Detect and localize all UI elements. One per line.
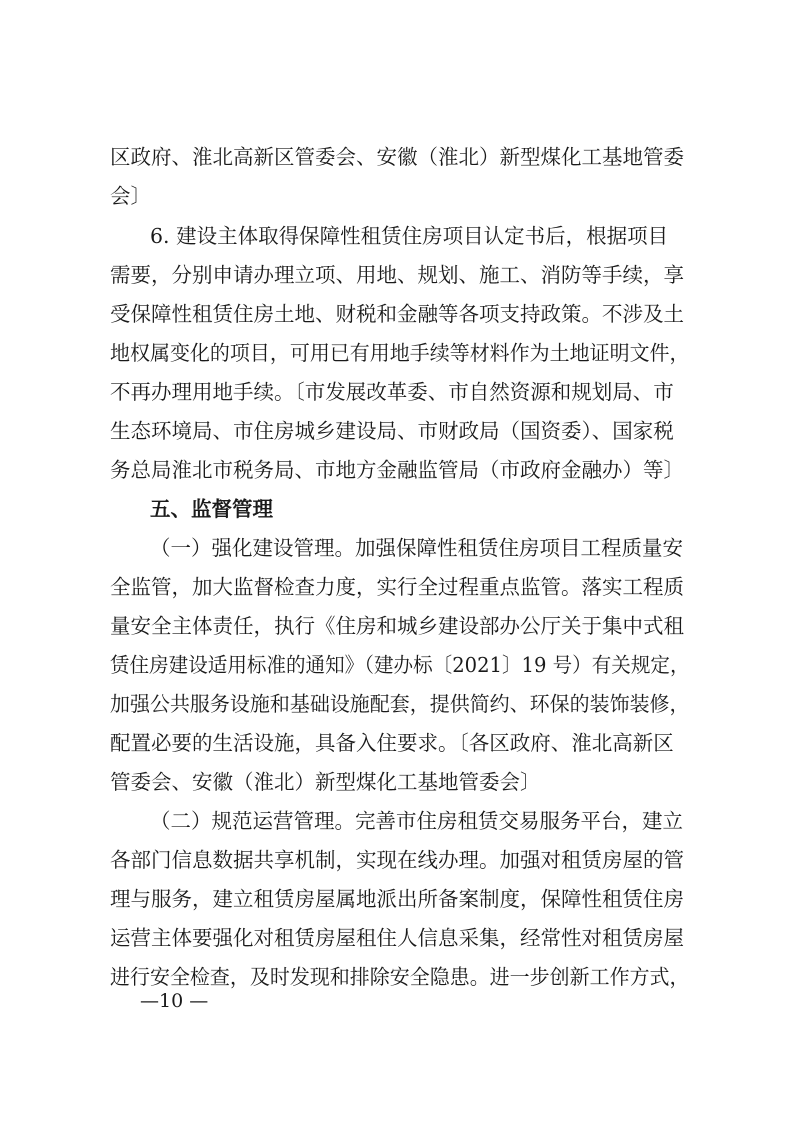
text-line: 各部门信息数据共享机制，实现在线办理。加强对租赁房屋的管 (110, 848, 684, 872)
text-line: 配置必要的生活设施，具备入住要求。〔各区政府、淮北高新区 (110, 731, 674, 755)
text-line: 需要，分别申请办理立项、用地、规划、施工、消防等手续，享 (110, 263, 684, 287)
text-line: 区政府、淮北高新区管委会、安徽（淮北）新型煤化工基地管委 (110, 145, 684, 169)
text-line: 不再办理用地手续。〔市发展改革委、市自然资源和规划局、市 (110, 380, 674, 404)
text-line: 受保障性租赁住房土地、财税和金融等各项支持政策。不涉及土 (110, 302, 684, 326)
text-line: 地权属变化的项目，可用已有用地手续等材料作为土地证明文件， (110, 341, 690, 365)
page-number: —10 — (140, 990, 209, 1012)
section-heading: 五、监督管理 (150, 497, 273, 521)
text-line: 全监管，加大监督检查力度，实行全过程重点监管。落实工程质 (110, 575, 684, 599)
text-line: 加强公共服务设施和基础设施配套，提供简约、环保的装饰装修， (110, 692, 690, 716)
text-line: 生态环境局、市住房城乡建设局、市财政局（国资委）、国家税 (110, 419, 674, 443)
text-line: 管委会、安徽（淮北）新型煤化工基地管委会〕 (110, 770, 541, 794)
text-line: 运营主体要强化对租赁房屋租住人信息采集，经常性对租赁房屋 (110, 926, 684, 950)
text-line: 量安全主体责任，执行《住房和城乡建设部办公厅关于集中式租 (110, 614, 684, 638)
text-line: 理与服务，建立租赁房屋属地派出所备案制度，保障性租赁住房 (110, 887, 684, 911)
text-line: 赁住房建设适用标准的通知》（建办标〔2021〕19 号）有关规定， (110, 653, 690, 677)
text-line: （二）规范运营管理。完善市住房租赁交易服务平台，建立 (150, 809, 683, 833)
text-line: 务总局淮北市税务局、市地方金融监管局（市政府金融办）等〕 (110, 458, 684, 482)
text-line: （一）强化建设管理。加强保障性租赁住房项目工程质量安 (150, 536, 683, 560)
text-line: 进行安全检查，及时发现和排除安全隐患。进一步创新工作方式， (110, 965, 690, 989)
text-line: 会〕 (110, 184, 151, 208)
text-line: 6. 建设主体取得保障性租赁住房项目认定书后，根据项目 (150, 224, 669, 248)
